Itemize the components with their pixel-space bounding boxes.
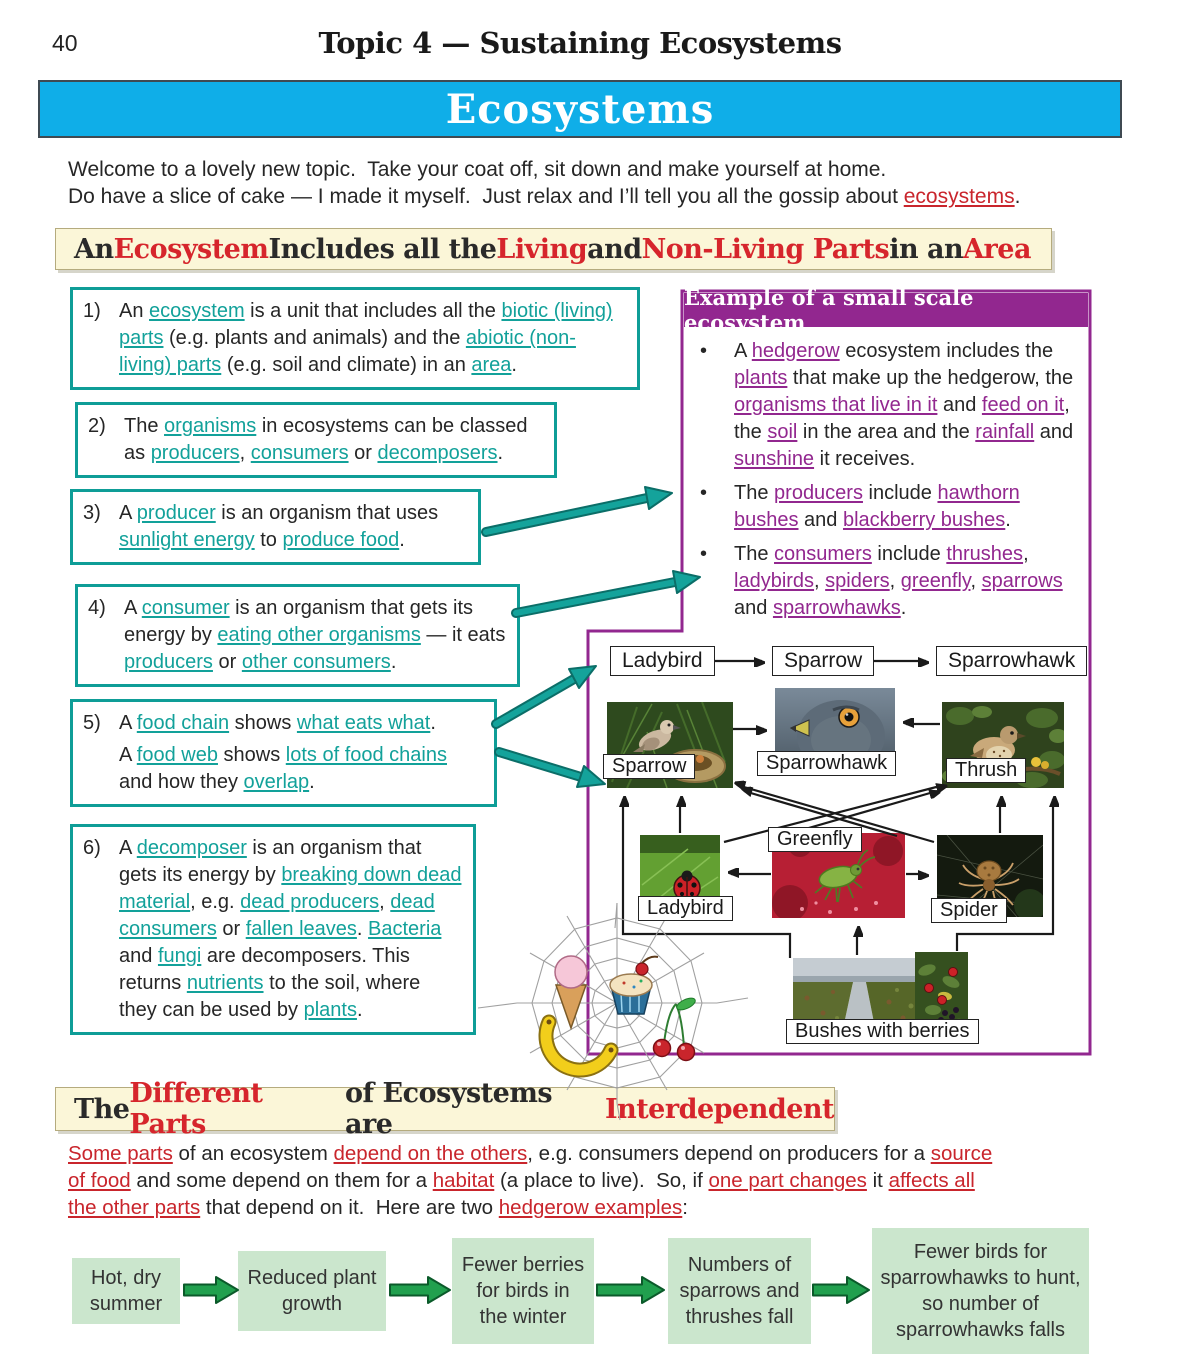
label-thrush: Thrush bbox=[946, 758, 1026, 783]
flow-box-5: Fewer birds for sparrowhawks to hunt, so number of sparrowhawks falls bbox=[872, 1228, 1089, 1354]
point-number: 1) bbox=[83, 300, 101, 322]
label-spider: Spider bbox=[931, 898, 1007, 923]
example-box-header bbox=[684, 285, 1088, 335]
label-greenfly: Greenfly bbox=[768, 827, 862, 852]
flow-box-3: Fewer berries for birds in the winter bbox=[452, 1238, 594, 1344]
point-3-box bbox=[70, 489, 481, 565]
point-number: 3) bbox=[83, 502, 101, 524]
point-text: A consumer is an organism that gets its energy by eating other organisms — it eats producers or other consumers. bbox=[124, 597, 506, 673]
point-text bbox=[119, 710, 483, 796]
point-text: The organisms in ecosystems can be classed as producers, consumers or decomposers. bbox=[124, 415, 528, 464]
point-6-box bbox=[70, 824, 476, 1035]
point-4-box bbox=[75, 584, 520, 687]
section2-heading: The Different Parts of Ecosystems are Interdependent bbox=[55, 1087, 835, 1131]
example-box-title: Example of a small scale ecosystem bbox=[684, 285, 974, 335]
section2-paragraph: Some parts of an ecosystem depend on the others, e.g. consumers depend on producers for a source of food and some depend on them for a habitat (a place to live). So, if one part changes it affects all the other parts that depend on it. Here are two hedgerow examples: bbox=[68, 1142, 993, 1219]
example-bullet-2 bbox=[696, 480, 1086, 534]
bullet-text: A hedgerow ecosystem includes the plants that make up the hedgerow, the organisms that live in it and feed on it, the soil in the area and the rainfall and sunshine it receives. bbox=[734, 340, 1074, 470]
teal-arrow-consumer bbox=[516, 571, 700, 613]
topic-header: Topic 4 — Sustaining Ecosystems bbox=[318, 26, 842, 60]
point-text: A producer is an organism that uses sunlight energy to produce food. bbox=[119, 502, 439, 551]
label-sparrowhawk: Sparrowhawk bbox=[757, 751, 896, 776]
chain-box-sparrowhawk: Sparrowhawk bbox=[936, 646, 1087, 676]
teal-arrow-producer bbox=[486, 487, 672, 532]
title-banner bbox=[38, 80, 1122, 138]
flow-arrow-3 bbox=[597, 1277, 664, 1303]
bullet-text: The consumers include thrushes, ladybirds, spiders, greenfly, sparrows and sparrowhawks. bbox=[734, 543, 1063, 619]
sparrowhawk-photo bbox=[775, 688, 895, 754]
cherries-doodle bbox=[654, 996, 697, 1061]
cupcake-doodle bbox=[610, 957, 658, 1014]
point-number: 2) bbox=[88, 415, 106, 437]
section1-heading: An Ecosystem Includes all the Living and Non-Living Parts in an Area bbox=[55, 228, 1052, 270]
point-number: 6) bbox=[83, 837, 101, 859]
example-bullet-1 bbox=[696, 338, 1086, 473]
flow-box-2: Reduced plant growth bbox=[238, 1251, 386, 1331]
bullet-icon: • bbox=[700, 543, 708, 565]
label-sparrow: Sparrow bbox=[603, 754, 695, 779]
intro-text bbox=[68, 156, 1068, 210]
trapped-food-doodles bbox=[546, 956, 697, 1070]
bullet-icon: • bbox=[700, 340, 708, 362]
label-bushes: Bushes with berries bbox=[786, 1019, 979, 1044]
intro-line-2: Do have a slice of cake — I made it myself. Just relax and I’ll tell you all the gossip about ecosystems. bbox=[68, 185, 1021, 208]
ice-cream-doodle bbox=[555, 956, 587, 1028]
flow-box-4: Numbers of sparrows and thrushes fall bbox=[668, 1238, 811, 1344]
example-box-bullets bbox=[696, 338, 1086, 629]
page-title: Ecosystems bbox=[445, 85, 715, 133]
page-number: 40 bbox=[52, 30, 78, 56]
intro-line-1: Welcome to a lovely new topic. Take your coat off, sit down and make yourself at home. bbox=[68, 158, 887, 181]
chain-box-sparrow: Sparrow bbox=[772, 646, 874, 676]
flow-arrow-4 bbox=[813, 1277, 869, 1303]
flow-box-1: Hot, dry summer bbox=[72, 1258, 180, 1324]
label-ladybird: Ladybird bbox=[638, 896, 733, 921]
point-text-line1: A food chain shows what eats what. bbox=[119, 712, 436, 734]
bullet-icon: • bbox=[700, 482, 708, 504]
point-5-box bbox=[70, 699, 497, 807]
point-number: 5) bbox=[83, 712, 101, 734]
example-bullet-3 bbox=[696, 541, 1086, 622]
point-2-box bbox=[75, 402, 557, 478]
point-text: A decomposer is an organism that gets its energy by breaking down dead material, e.g. dead producers, dead consumers or fallen leaves. Bacteria and fungi are decomposers. This returns nutrients to the soil, where they can be used by plants. bbox=[119, 837, 462, 1021]
bullet-text: The producers include hawthorn bushes and blackberry bushes. bbox=[734, 482, 1020, 531]
flow-arrow-2 bbox=[390, 1277, 450, 1303]
teal-arrow-food-web bbox=[499, 752, 605, 787]
point-text: An ecosystem is a unit that includes all the biotic (living) parts (e.g. plants and animals) and the abiotic (non-living) parts (e.g. soil and climate) in an area. bbox=[119, 300, 613, 376]
point-text-line2: A food web shows lots of food chains and how they overlap. bbox=[119, 744, 447, 793]
point-number: 4) bbox=[88, 597, 106, 619]
banana-doodle bbox=[546, 1020, 614, 1070]
point-1-box bbox=[70, 287, 640, 390]
flow-arrow-1 bbox=[184, 1277, 238, 1303]
chain-box-ladybird: Ladybird bbox=[610, 646, 715, 676]
